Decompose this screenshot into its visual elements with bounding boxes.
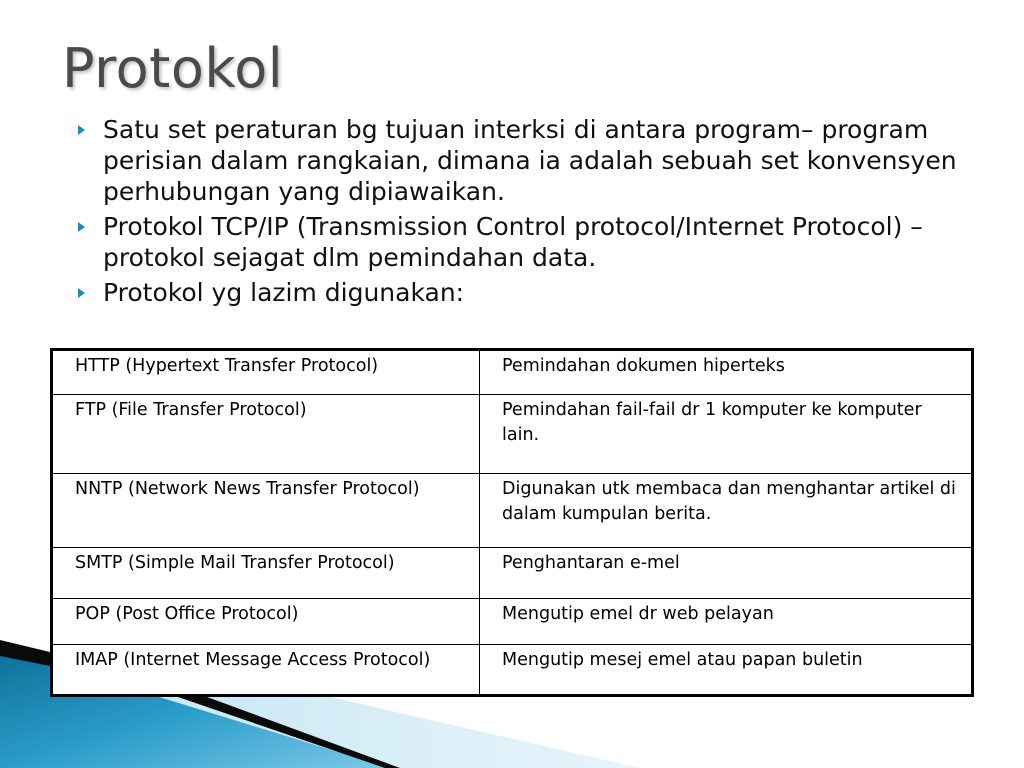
protocol-description-cell: Mengutip emel dr web pelayan bbox=[480, 599, 973, 645]
bullet-item bbox=[72, 211, 972, 273]
protocol-name-cell: NNTP (Network News Transfer Protocol) bbox=[52, 474, 480, 548]
table-row bbox=[52, 548, 973, 599]
bullet-item bbox=[72, 277, 972, 308]
protocol-name-cell: IMAP (Internet Message Access Protocol) bbox=[52, 645, 480, 696]
triangle-right-icon bbox=[78, 125, 85, 135]
protocol-name-cell: FTP (File Transfer Protocol) bbox=[52, 395, 480, 474]
slide-title: Protokol bbox=[62, 37, 284, 100]
bullet-text: Protokol yg lazim digunakan: bbox=[103, 278, 465, 307]
protocol-description-cell: Pemindahan dokumen hiperteks bbox=[480, 350, 973, 395]
table-row bbox=[52, 645, 973, 696]
protocol-table bbox=[50, 348, 974, 697]
protocol-description-cell: Mengutip mesej emel atau papan buletin bbox=[480, 645, 973, 696]
bullet-text: Protokol TCP/IP (Transmission Control protocol/Internet Protocol) – protokol sejagat dlm pemindahan data. bbox=[103, 212, 923, 272]
protocol-name-cell: SMTP (Simple Mail Transfer Protocol) bbox=[52, 548, 480, 599]
protocol-description-cell: Pemindahan fail-fail dr 1 komputer ke komputer lain. bbox=[480, 395, 973, 474]
bullet-item bbox=[72, 114, 972, 207]
triangle-right-icon bbox=[78, 288, 85, 298]
protocol-description-cell: Digunakan utk membaca dan menghantar artikel di dalam kumpulan berita. bbox=[480, 474, 973, 548]
protocol-name-cell: POP (Post Office Protocol) bbox=[52, 599, 480, 645]
table-row bbox=[52, 350, 973, 395]
protocol-description-cell: Penghantaran e-mel bbox=[480, 548, 973, 599]
table-row bbox=[52, 395, 973, 474]
bullet-list bbox=[72, 114, 972, 312]
triangle-right-icon bbox=[78, 222, 85, 232]
bullet-text: Satu set peraturan bg tujuan interksi di antara program– program perisian dalam rangkaian, dimana ia adalah sebuah set konvensyen perhubungan yang dipiawaikan. bbox=[103, 115, 957, 206]
protocol-name-cell: HTTP (Hypertext Transfer Protocol) bbox=[52, 350, 480, 395]
table-row bbox=[52, 474, 973, 548]
table-row bbox=[52, 599, 973, 645]
